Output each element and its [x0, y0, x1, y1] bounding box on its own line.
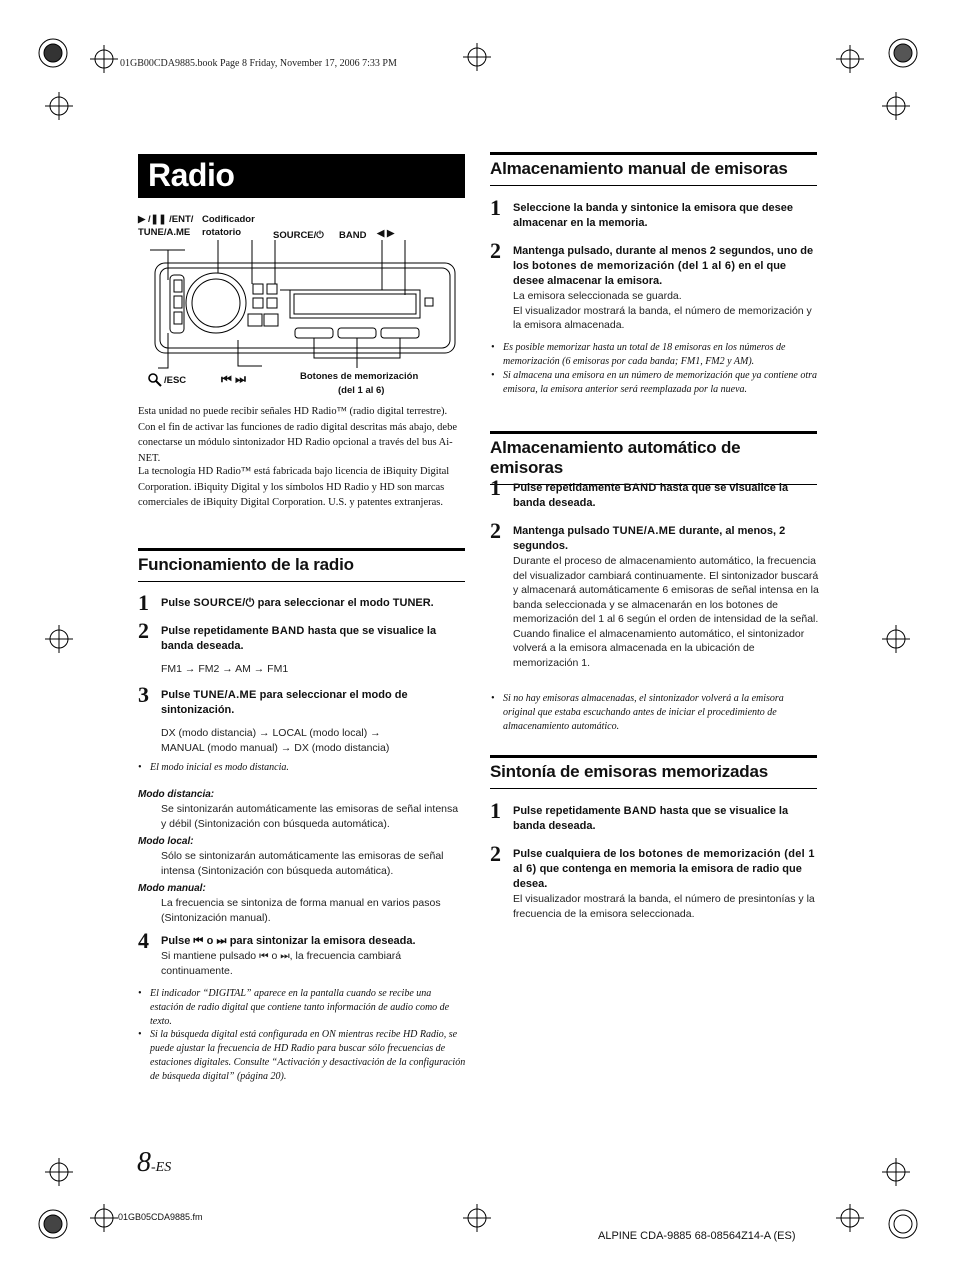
- section-heading-auto: Almacenamiento automático de emisoras: [490, 431, 817, 485]
- label-play-ent: ▶ /❚❚ /ENT/: [138, 214, 194, 225]
- text: Pulse: [161, 597, 194, 609]
- text: Pulse repetidamente: [513, 482, 624, 494]
- step-number: 2: [490, 518, 501, 543]
- key-presets: botones de memorización (del 1 al 6): [531, 260, 736, 272]
- label-presets-2: (del 1 al 6): [338, 385, 385, 396]
- footer-model: ALPINE CDA-9885 68-08564Z14-A (ES): [598, 1230, 796, 1242]
- section-heading-tune: Sintonía de emisoras memorizadas: [490, 755, 817, 789]
- radio-step-3: [138, 682, 468, 755]
- bullet: •: [491, 693, 495, 704]
- band-sequence: FM1 → FM2 → AM → FM1: [161, 663, 289, 675]
- text: Si almacena una emisora en un número de memorización que ya contiene otra emisora, la emisora anterior será reemplazada por la nueva.: [503, 370, 818, 395]
- step-number: 2: [490, 238, 501, 263]
- text: Durante el proceso de almacenamiento automático, la frecuencia del visualizador cambiará continuamente. El sintonizador buscará y almacenará automáticamente 6 emisoras de señal intensa en la banda seleccionada y se almacenarán en los botones de memorización del 1 al 6 según el orden de intensidad de la señal.: [513, 555, 819, 625]
- rotary-encoder: [186, 273, 246, 333]
- note-initial-mode: [138, 761, 465, 775]
- text: Es posible memorizar hasta un total de 18 emisoras en los números de memorización (6 emisoras por cada banda; FM1, FM2 y AM).: [503, 342, 786, 367]
- intro-paragraph-1: Esta unidad no puede recibir señales HD Radio™ (radio digital terrestre). Con el fin de activar las funciones de radio digital descritas más abajo, debe conectarse un módulo sintonizador HD Radio opcional a través del bus Ai-NET.: [138, 406, 457, 464]
- step-number: 1: [138, 590, 149, 615]
- tune-step-2: [490, 841, 820, 921]
- text: para sintonizar la emisora deseada.: [226, 935, 416, 947]
- intro-paragraph-2: La tecnología HD Radio™ está fabricada bajo licencia de iBiquity Digital Corporation. iBiquity Digital y los símbolos HD Radio y HD son marcas comerciales de iBiquity Digital Corporation. U.S. y patentes extranjeras.: [138, 466, 450, 508]
- page-title-bar: [138, 154, 465, 198]
- text: hasta que se visualice la banda deseada.: [161, 625, 437, 652]
- key-tune: TUNE/A.ME: [612, 525, 676, 537]
- bullet: •: [138, 988, 142, 999]
- label-encoder-2: rotatorio: [202, 227, 242, 238]
- radio-step-1: [138, 590, 468, 615]
- mode-distance-body: Se sintonizarán automáticamente las emisoras de señal intensa y débil (Sintonización con búsqueda automática).: [161, 803, 459, 830]
- step-number: 2: [138, 618, 149, 643]
- text: El visualizador mostrará la banda, el número de presintonías y la frecuencia de la emisora seleccionada.: [513, 893, 815, 920]
- step-number: 2: [490, 841, 501, 866]
- label-encoder-1: Codificador: [202, 214, 255, 225]
- text: Cuando finalice el almacenamiento automático, el sintonizador volverá a la emisora almacenada en la ubicación de memorización 1.: [513, 627, 805, 669]
- section-heading-radio: Funcionamiento de la radio: [138, 548, 465, 582]
- text: en el que desee almacenar la emisora.: [513, 260, 787, 287]
- text: durante, al menos, 2 segundos.: [513, 525, 786, 552]
- manual-step-1: [490, 195, 820, 231]
- label-esc: /ESC: [164, 375, 187, 386]
- text: para seleccionar el modo TUNER.: [254, 597, 434, 609]
- text: hasta que se visualice la banda deseada.: [513, 805, 789, 832]
- page-number-value: 8: [137, 1147, 151, 1178]
- text: Pulse repetidamente: [161, 625, 272, 637]
- text: Mantenga pulsado, durante al menos 2 segundos, uno de los: [513, 245, 814, 272]
- next-track-icon: ⏭: [280, 950, 290, 962]
- page-title: Radio: [148, 157, 235, 193]
- bullet: •: [138, 1029, 142, 1040]
- mode-sequence-1: DX (modo distancia) → LOCAL (modo local) →: [161, 727, 381, 739]
- text: Pulse: [161, 689, 194, 701]
- mode-manual-heading: Modo manual:: [138, 883, 206, 894]
- page-number: [137, 1147, 171, 1179]
- text: Pulse: [161, 935, 194, 947]
- text: , la frecuencia cambiará continuamente.: [161, 950, 402, 977]
- step-number: 1: [490, 475, 501, 500]
- key-tune: TUNE/A.ME: [193, 689, 257, 701]
- section-heading-manual: Almacenamiento manual de emisoras: [490, 152, 817, 186]
- bullet: •: [138, 762, 142, 773]
- bullet: •: [491, 342, 495, 353]
- next-track-icon: ⏭: [216, 935, 227, 947]
- note-manual-1: [491, 341, 818, 369]
- mode-local-heading: Modo local:: [138, 836, 194, 847]
- step-number: 1: [490, 195, 501, 220]
- label-tune: TUNE/A.ME: [138, 227, 191, 238]
- step-number: 3: [138, 682, 149, 707]
- text: que contenga en memoria la emisora de radio que desea.: [513, 863, 802, 890]
- mode-sequence-2: MANUAL (modo manual) → DX (modo distancia): [161, 741, 390, 754]
- head-unit-diagram: [150, 240, 460, 380]
- book-meta: 01GB00CDA9885.book Page 8 Friday, November 17, 2006 7:33 PM: [120, 58, 397, 69]
- text: La emisora seleccionada se guarda.: [513, 290, 682, 302]
- label-source: SOURCE/⏻: [273, 230, 324, 241]
- label-presets-1: Botones de memorización: [300, 371, 419, 382]
- auto-step-1: [490, 475, 820, 511]
- text: Pulse repetidamente: [513, 805, 624, 817]
- text: Mantenga pulsado: [513, 525, 613, 537]
- manual-step-2: [490, 238, 820, 333]
- text: El modo inicial es modo distancia.: [150, 762, 289, 773]
- text: hasta que se visualice la banda deseada.: [513, 482, 789, 509]
- mode-manual-body: La frecuencia se sintoniza de forma manual en varios pasos (Sintonización manual).: [161, 897, 441, 924]
- text: Si mantiene pulsado: [161, 950, 260, 962]
- page-language: -ES: [151, 1160, 172, 1175]
- text: para seleccionar el modo de sintonización.: [161, 689, 408, 716]
- text: Si no hay emisoras almacenadas, el sintonizador volverá a la emisora original que estaba escuchando antes de iniciar el procedimiento de almacenamiento automático.: [503, 693, 784, 732]
- text: Seleccione la banda y sintonice la emisora que desee almacenar en la memoria.: [513, 202, 794, 229]
- text: El indicador “DIGITAL” aparece en la pantalla cuando se recibe una estación de radio digital que contiene tanto información de audio como de texto.: [150, 988, 450, 1027]
- key-presets: botones de memorización (del 1 al 6): [513, 848, 815, 875]
- label-arrows: ◀ ▶: [377, 228, 395, 239]
- key-band: BAND: [623, 482, 657, 494]
- label-skip: ⏮ ⏭: [221, 372, 246, 386]
- text: o: [268, 950, 281, 962]
- step-number: 4: [138, 928, 149, 953]
- search-icon: [148, 373, 162, 387]
- radio-step-2: [138, 618, 468, 677]
- prev-track-icon: ⏮: [259, 950, 269, 962]
- radio-step-4: [138, 928, 468, 978]
- key-band: BAND: [623, 805, 657, 817]
- note-digital-search: [138, 1028, 466, 1084]
- auto-step-2: [490, 518, 820, 670]
- text: Si la búsqueda digital está configurada en ON mientras recibe HD Radio, se puede ajustar la frecuencia de HD Radio para buscar sólo frecuencias de estaciones digitales. Consulte “Activación y desactivación de la configuración de búsqueda digital” (página 20).: [150, 1029, 466, 1082]
- text: o: [203, 935, 217, 947]
- label-band: BAND: [339, 230, 367, 241]
- mode-local-body: Sólo se sintonizarán automáticamente las emisoras de señal intensa (Sintonización con búsqueda automática).: [161, 850, 444, 877]
- note-digital: [138, 987, 466, 1029]
- bullet: •: [491, 370, 495, 381]
- note-auto: [491, 692, 818, 734]
- step-number: 1: [490, 798, 501, 823]
- prev-track-icon: ⏮: [193, 935, 204, 947]
- tune-step-1: [490, 798, 820, 834]
- text: El visualizador mostrará la banda, el número de memorización y la emisora almacenada.: [513, 304, 812, 331]
- footer-file: 01GB05CDA9885.fm: [118, 1212, 203, 1222]
- text: Pulse cualquiera de los: [513, 848, 639, 860]
- mode-distance-heading: Modo distancia:: [138, 789, 215, 800]
- key-band: BAND: [271, 625, 305, 637]
- key-source: SOURCE/⏻: [193, 597, 255, 609]
- note-manual-2: [491, 369, 818, 397]
